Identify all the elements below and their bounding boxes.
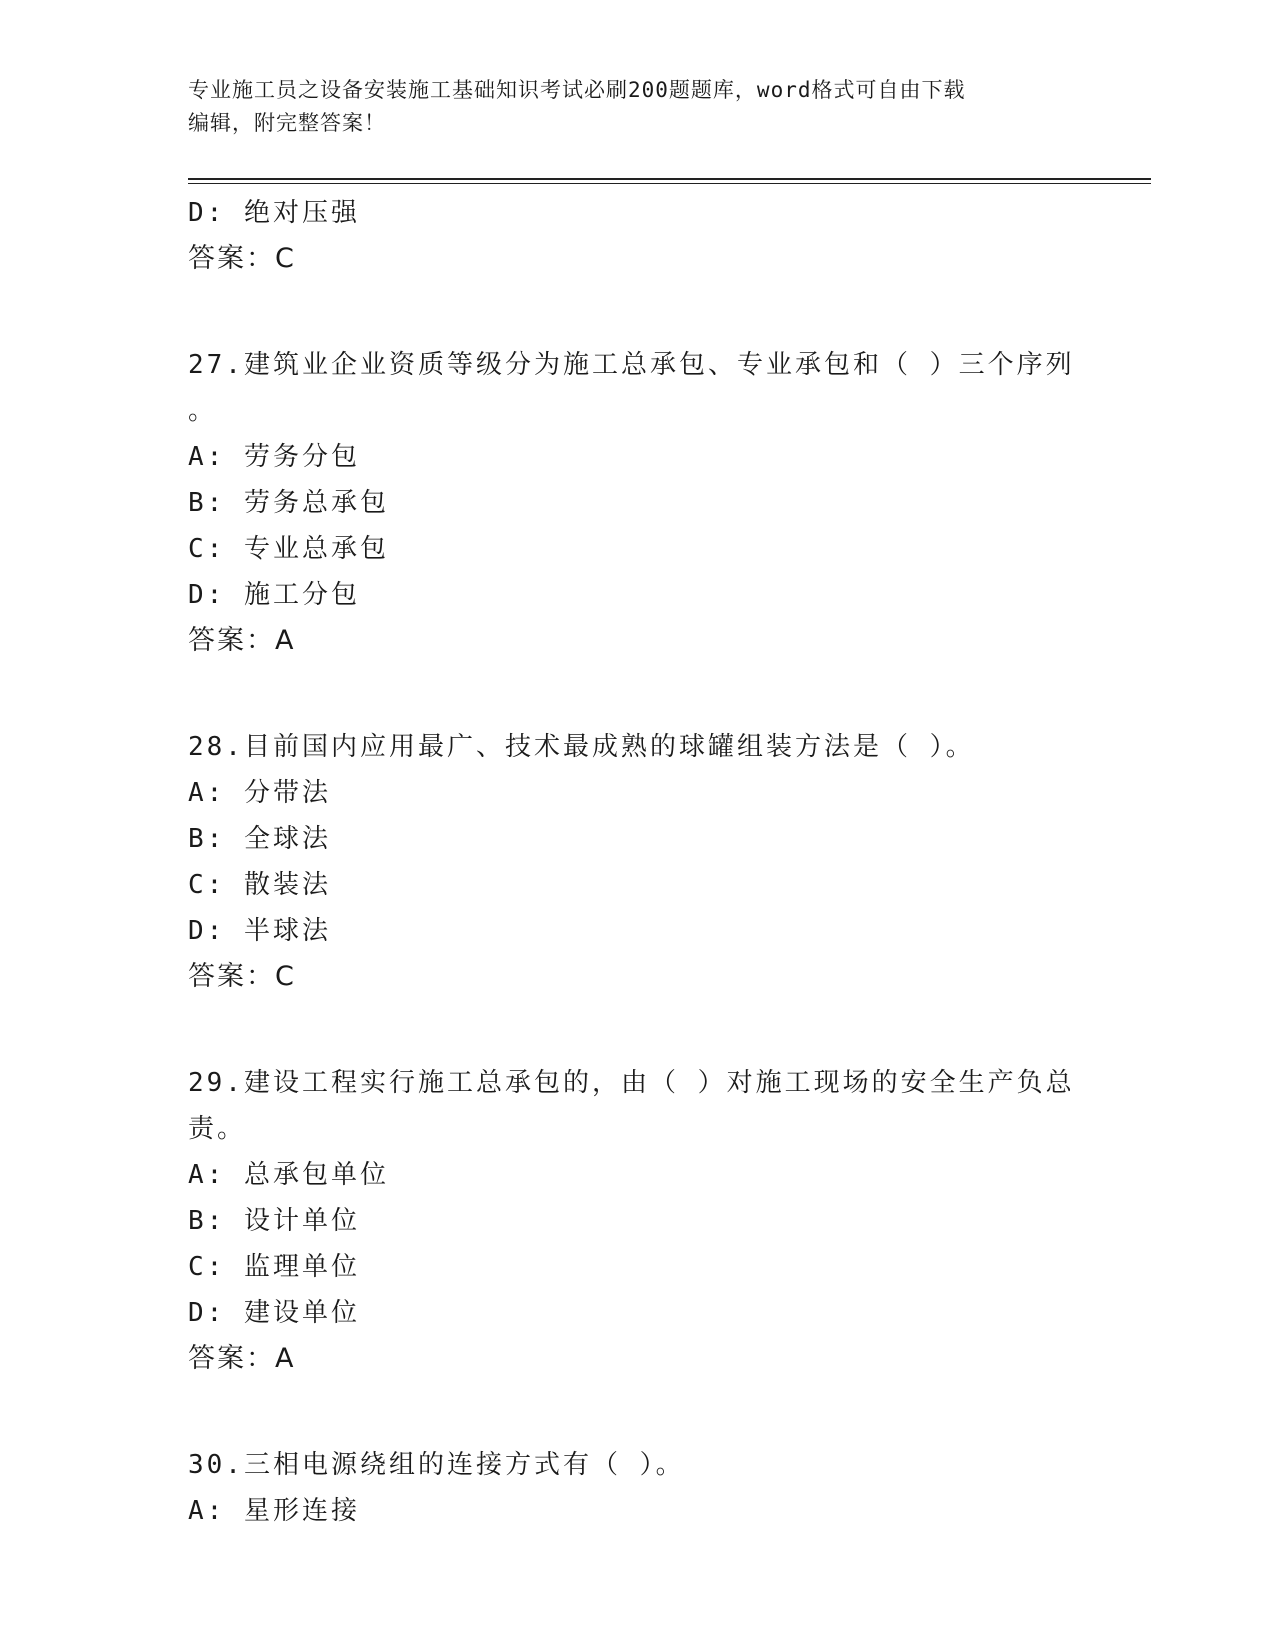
option-a: A: 分带法 [188,778,331,808]
option-b: B: 设计单位 [188,1206,360,1236]
option-c: C: 监理单位 [188,1252,360,1282]
question-29 [188,1060,1075,1382]
answer-line: 答案：C [188,961,296,992]
question-30 [188,1442,1068,1534]
option-b: B: 全球法 [188,824,331,854]
question-27 [188,342,1075,664]
option-d: D: 半球法 [188,916,331,946]
option-a: A: 总承包单位 [188,1160,389,1190]
header-title-line-2: 编辑，附完整答案！ [188,111,386,135]
document-header [188,74,1088,140]
header-divider [188,178,1151,180]
option-d: D: 绝对压强 [188,198,360,228]
option-c: C: 专业总承包 [188,534,389,564]
question-stem-continued: 责。 [188,1114,247,1144]
question-28 [188,724,1068,1000]
question-stem: 27.建筑业企业资质等级分为施工总承包、专业承包和（ ）三个序列 [188,350,1075,380]
header-title-line-1: 专业施工员之设备安装施工基础知识考试必刷200题题库，word格式可自由下载 [188,78,966,102]
option-a: A: 劳务分包 [188,442,360,472]
question-stem: 29.建设工程实行施工总承包的，由（ ）对施工现场的安全生产负总 [188,1068,1075,1098]
answer-line: 答案：A [188,625,296,656]
answer-line: 答案：A [188,1343,296,1374]
question-stem: 30.三相电源绕组的连接方式有（ ）。 [188,1450,685,1480]
option-c: C: 散装法 [188,870,331,900]
header-divider-thin [188,183,1151,184]
option-a: A: 星形连接 [188,1496,360,1526]
question-stem-continued: 。 [188,396,218,426]
option-b: B: 劳务总承包 [188,488,389,518]
answer-line: 答案：C [188,243,296,274]
question-stem: 28.目前国内应用最广、技术最成熟的球罐组装方法是（ ）。 [188,732,975,762]
question-list [188,190,1075,1534]
option-d: D: 施工分包 [188,580,360,610]
option-d: D: 建设单位 [188,1298,360,1328]
